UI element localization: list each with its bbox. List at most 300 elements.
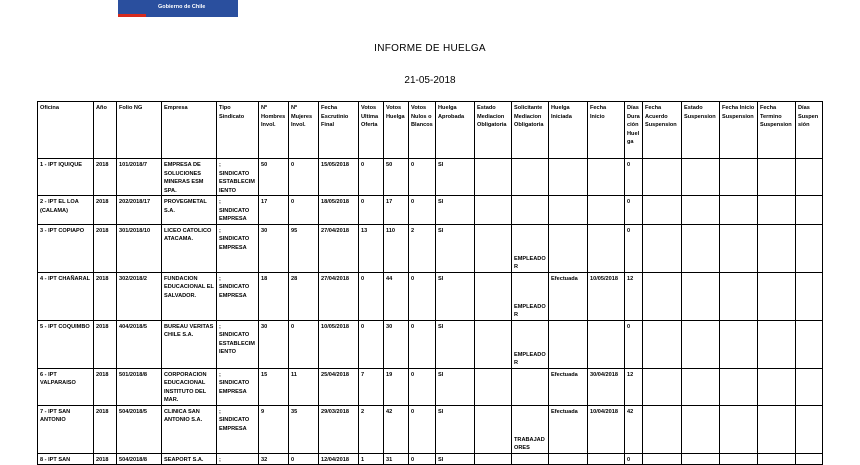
cell-value: 0 <box>361 275 365 282</box>
cell-value: 32 <box>261 456 268 463</box>
cell-value: ; SINDICATO ESTABLECIMIENTO <box>219 323 255 355</box>
cell-value: 2018 <box>96 456 109 463</box>
cell-dias <box>625 196 643 225</box>
cell-value: 301/2018/10 <box>119 227 151 234</box>
cell-iniciada <box>549 368 588 405</box>
column-header-aprobada: Huelga Aprobada <box>436 102 475 159</box>
cell-solicitante <box>512 272 549 320</box>
column-header-votos-huelga: Votos Huelga <box>384 102 409 159</box>
cell-oficina <box>38 453 94 465</box>
cell-termino-susp <box>758 159 796 196</box>
table-row <box>38 368 823 405</box>
cell-dias-susp <box>796 405 823 453</box>
cell-votos-oferta <box>359 196 384 225</box>
cell-votos-nulos <box>409 453 436 465</box>
cell-estado-susp <box>682 453 720 465</box>
cell-value: 2018 <box>96 199 109 205</box>
cell-value: 0 <box>291 162 295 168</box>
logo-text: Gobierno de Chile <box>158 4 206 10</box>
cell-value: CORPORACION EDUCACIONAL INSTITUTO DEL MAR. <box>164 371 207 403</box>
cell-fecha-acuerdo <box>643 405 682 453</box>
cell-spacer <box>514 227 546 255</box>
cell-value: EMPRESA DE SOLUCIONES MINERAS ESM SPA. <box>164 162 204 194</box>
cell-estado-med <box>475 224 512 272</box>
cell-value: 0 <box>411 162 415 168</box>
table-row <box>38 453 823 465</box>
cell-votos-huelga <box>384 453 409 465</box>
cell-value: SI <box>438 371 444 378</box>
cell-value: 12 <box>627 275 634 282</box>
cell-aprobada <box>436 453 475 465</box>
column-header-empresa: Empresa <box>162 102 217 159</box>
cell-value: 110 <box>386 227 396 234</box>
cell-hombres <box>259 368 289 405</box>
cell-oficina <box>38 224 94 272</box>
cell-value: 30 <box>261 227 268 234</box>
cell-fecha-inicio <box>588 405 625 453</box>
cell-dias <box>625 224 643 272</box>
cell-aprobada <box>436 368 475 405</box>
cell-value: 10/05/2018 <box>590 275 618 282</box>
cell-value: 31 <box>386 456 393 463</box>
cell-fecha-acuerdo <box>643 224 682 272</box>
cell-votos-huelga <box>384 224 409 272</box>
column-header-anio: Año <box>94 102 117 159</box>
cell-folio <box>117 368 162 405</box>
column-header-folio: Folio NG <box>117 102 162 159</box>
cell-value: SI <box>438 323 444 330</box>
cell-value: 0 <box>411 408 415 415</box>
cell-value: 19 <box>386 371 393 378</box>
cell-fecha-acuerdo <box>643 196 682 225</box>
cell-value: 50 <box>261 162 268 168</box>
cell-empresa <box>162 159 217 196</box>
cell-anio <box>94 196 117 225</box>
cell-fecha-escrutinio <box>319 453 359 465</box>
cell-value: EMPLEADOR <box>514 303 546 318</box>
cell-solicitante <box>512 159 549 196</box>
cell-fecha-inicio <box>588 320 625 368</box>
table-row <box>38 272 823 320</box>
cell-termino-susp <box>758 320 796 368</box>
cell-value: 0 <box>411 371 415 378</box>
cell-solicitante <box>512 224 549 272</box>
cell-anio <box>94 272 117 320</box>
cell-fecha-inicio <box>588 368 625 405</box>
cell-fecha-acuerdo <box>643 272 682 320</box>
cell-value: 27/04/2018 <box>321 227 349 234</box>
column-header-mujeres: Nº Mujeres Invol. <box>289 102 319 159</box>
cell-inicio-susp <box>720 453 758 465</box>
cell-votos-oferta <box>359 405 384 453</box>
column-header-votos-nulos: Votos Nulos o Blancos <box>409 102 436 159</box>
cell-spacer <box>514 408 546 436</box>
cell-value: 25/04/2018 <box>321 371 349 378</box>
cell-tipo <box>217 405 259 453</box>
cell-tipo <box>217 196 259 225</box>
cell-solicitante <box>512 405 549 453</box>
cell-hombres <box>259 224 289 272</box>
cell-tipo <box>217 224 259 272</box>
cell-value: SI <box>438 456 444 463</box>
gobierno-logo <box>118 0 238 17</box>
cell-value: 2 - IPT EL LOA (CALAMA) <box>40 199 79 214</box>
cell-votos-oferta <box>359 368 384 405</box>
cell-hombres <box>259 453 289 465</box>
cell-value: 2018 <box>96 371 109 378</box>
column-header-oficina: Oficina <box>38 102 94 159</box>
cell-value: 0 <box>411 275 415 282</box>
cell-value: 7 - IPT SAN ANTONIO <box>40 408 71 423</box>
cell-hombres <box>259 272 289 320</box>
cell-aprobada <box>436 159 475 196</box>
cell-value: 18/05/2018 <box>321 199 349 205</box>
table-row <box>38 159 823 196</box>
cell-dias <box>625 368 643 405</box>
cell-iniciada <box>549 159 588 196</box>
report-date: 21-05-2018 <box>404 75 456 86</box>
cell-anio <box>94 453 117 465</box>
cell-value: 0 <box>361 323 365 330</box>
cell-fecha-escrutinio <box>319 159 359 196</box>
cell-termino-susp <box>758 272 796 320</box>
cell-value: 0 <box>627 199 631 205</box>
cell-empresa <box>162 320 217 368</box>
cell-value: TRABAJADORES <box>514 436 545 451</box>
cell-dias-susp <box>796 453 823 465</box>
cell-votos-oferta <box>359 224 384 272</box>
cell-fecha-escrutinio <box>319 196 359 225</box>
cell-value: 0 <box>627 227 631 234</box>
cell-mujeres <box>289 272 319 320</box>
cell-dias <box>625 405 643 453</box>
cell-value: 4 - IPT CHAÑARAL <box>40 275 91 282</box>
cell-solicitante <box>512 368 549 405</box>
cell-oficina <box>38 159 94 196</box>
cell-inicio-susp <box>720 368 758 405</box>
cell-folio <box>117 453 162 465</box>
cell-iniciada <box>549 405 588 453</box>
cell-inicio-susp <box>720 224 758 272</box>
cell-solicitante <box>512 453 549 465</box>
cell-tipo <box>217 272 259 320</box>
cell-value: 35 <box>291 408 298 415</box>
cell-votos-huelga <box>384 405 409 453</box>
cell-aprobada <box>436 224 475 272</box>
cell-tipo <box>217 320 259 368</box>
cell-value: SI <box>438 199 444 205</box>
column-header-iniciada: Huelga Iniciada <box>549 102 588 159</box>
cell-value: 2018 <box>96 162 109 168</box>
cell-votos-nulos <box>409 196 436 225</box>
cell-value: 17 <box>261 199 268 205</box>
cell-mujeres <box>289 159 319 196</box>
cell-value: 15 <box>261 371 268 378</box>
cell-folio <box>117 224 162 272</box>
cell-estado-susp <box>682 368 720 405</box>
cell-aprobada <box>436 272 475 320</box>
cell-folio <box>117 159 162 196</box>
cell-value: 11 <box>291 371 297 378</box>
cell-value: 2018 <box>96 275 109 282</box>
cell-anio <box>94 320 117 368</box>
cell-fecha-inicio <box>588 453 625 465</box>
cell-estado-susp <box>682 320 720 368</box>
cell-value: 0 <box>627 456 631 463</box>
cell-value: 0 <box>411 199 415 205</box>
cell-value: 0 <box>411 323 415 330</box>
cell-value: 42 <box>627 408 634 415</box>
cell-dias <box>625 159 643 196</box>
cell-estado-med <box>475 272 512 320</box>
cell-mujeres <box>289 368 319 405</box>
cell-fecha-inicio <box>588 159 625 196</box>
cell-dias-susp <box>796 224 823 272</box>
cell-votos-nulos <box>409 272 436 320</box>
cell-votos-oferta <box>359 272 384 320</box>
cell-termino-susp <box>758 196 796 225</box>
cell-anio <box>94 368 117 405</box>
cell-value: Efectuada <box>551 371 578 378</box>
cell-value: 12/04/2018 <box>321 456 349 463</box>
cell-value: Efectuada <box>551 408 578 415</box>
cell-value: SI <box>438 408 444 415</box>
cell-empresa <box>162 405 217 453</box>
cell-termino-susp <box>758 405 796 453</box>
cell-estado-susp <box>682 224 720 272</box>
cell-value: 29/03/2018 <box>321 408 349 415</box>
cell-folio <box>117 320 162 368</box>
cell-value: SEAPORT S.A. <box>164 456 204 463</box>
cell-estado-med <box>475 196 512 225</box>
cell-anio <box>94 159 117 196</box>
cell-value: 6 - IPT VALPARAISO <box>40 371 76 386</box>
cell-votos-nulos <box>409 224 436 272</box>
cell-aprobada <box>436 196 475 225</box>
cell-value: 18 <box>261 275 268 282</box>
column-header-fecha-escrutinio: Fecha Escrutinio Final <box>319 102 359 159</box>
cell-value: 504/2018/8 <box>119 456 147 463</box>
cell-value: 101/2018/7 <box>119 162 147 168</box>
cell-value: ; SINDICATO EMPRESA <box>219 371 250 395</box>
cell-iniciada <box>549 320 588 368</box>
cell-estado-susp <box>682 405 720 453</box>
column-header-dias: Días Duración Huelga <box>625 102 643 159</box>
cell-spacer <box>514 323 546 351</box>
cell-value: EMPLEADOR <box>514 351 546 366</box>
cell-votos-oferta <box>359 453 384 465</box>
column-header-dias-susp: Días Suspensión <box>796 102 823 159</box>
cell-empresa <box>162 368 217 405</box>
cell-votos-oferta <box>359 320 384 368</box>
cell-votos-nulos <box>409 159 436 196</box>
cell-votos-nulos <box>409 368 436 405</box>
cell-value: 504/2018/5 <box>119 408 147 415</box>
cell-fecha-escrutinio <box>319 368 359 405</box>
cell-aprobada <box>436 405 475 453</box>
cell-estado-susp <box>682 196 720 225</box>
cell-estado-med <box>475 405 512 453</box>
cell-value: SI <box>438 162 444 168</box>
cell-estado-susp <box>682 159 720 196</box>
cell-votos-huelga <box>384 159 409 196</box>
column-header-estado-med: Estado Mediacion Obligatoria <box>475 102 512 159</box>
cell-value: 7 <box>361 371 365 378</box>
logo-flag-stripe <box>118 14 146 17</box>
cell-folio <box>117 405 162 453</box>
cell-empresa <box>162 272 217 320</box>
cell-value: SI <box>438 227 444 234</box>
cell-mujeres <box>289 196 319 225</box>
cell-fecha-inicio <box>588 196 625 225</box>
cell-inicio-susp <box>720 272 758 320</box>
column-header-termino-susp: Fecha Termino Suspension <box>758 102 796 159</box>
cell-spacer <box>514 275 546 303</box>
cell-estado-med <box>475 453 512 465</box>
cell-value: ; SINDICATO EMPRESA <box>219 199 250 222</box>
cell-value: ; <box>219 456 221 463</box>
table-row <box>38 405 823 453</box>
cell-mujeres <box>289 320 319 368</box>
cell-value: 30/04/2018 <box>590 371 618 378</box>
cell-fecha-acuerdo <box>643 159 682 196</box>
table-row <box>38 196 823 225</box>
cell-value: 5 - IPT COQUIMBO <box>40 323 90 330</box>
cell-value: 2 <box>411 227 415 234</box>
cell-inicio-susp <box>720 320 758 368</box>
cell-votos-nulos <box>409 405 436 453</box>
column-header-hombres: Nº Hombres Invol. <box>259 102 289 159</box>
cell-tipo <box>217 368 259 405</box>
cell-estado-med <box>475 368 512 405</box>
cell-value: 501/2018/8 <box>119 371 147 378</box>
column-header-solicitante: Solicitante Mediacion Obligatoria <box>512 102 549 159</box>
cell-value: 9 <box>261 408 265 415</box>
cell-value: SI <box>438 275 444 282</box>
table-row <box>38 320 823 368</box>
cell-hombres <box>259 320 289 368</box>
cell-value: 50 <box>386 162 393 168</box>
cell-empresa <box>162 224 217 272</box>
cell-value: 202/2018/17 <box>119 199 151 205</box>
table-row <box>38 224 823 272</box>
cell-hombres <box>259 405 289 453</box>
cell-value: 27/04/2018 <box>321 275 349 282</box>
cell-oficina <box>38 405 94 453</box>
cell-value: 30 <box>261 323 268 330</box>
cell-value: EMPLEADOR <box>514 255 546 270</box>
column-header-estado-susp: Estado Suspension <box>682 102 720 159</box>
cell-value: 2018 <box>96 323 109 330</box>
cell-oficina <box>38 320 94 368</box>
cell-value: 10/05/2018 <box>321 323 349 330</box>
cell-iniciada <box>549 453 588 465</box>
cell-fecha-inicio <box>588 272 625 320</box>
cell-value: 28 <box>291 275 298 282</box>
cell-mujeres <box>289 453 319 465</box>
column-header-inicio-susp: Fecha Inicio Suspension <box>720 102 758 159</box>
cell-iniciada <box>549 196 588 225</box>
cell-votos-huelga <box>384 320 409 368</box>
cell-value: 3 - IPT COPIAPO <box>40 227 85 234</box>
column-header-votos-oferta: Votos Ultima Oferta <box>359 102 384 159</box>
cell-aprobada <box>436 320 475 368</box>
cell-value: 2018 <box>96 227 109 234</box>
cell-value: 1 - IPT IQUIQUE <box>40 162 82 168</box>
cell-estado-med <box>475 159 512 196</box>
cell-dias-susp <box>796 368 823 405</box>
cell-value: FUNDACION EDUCACIONAL EL SALVADOR. <box>164 275 214 299</box>
cell-dias <box>625 453 643 465</box>
cell-votos-nulos <box>409 320 436 368</box>
cell-termino-susp <box>758 224 796 272</box>
cell-fecha-escrutinio <box>319 320 359 368</box>
cell-value: 44 <box>386 275 393 282</box>
cell-value: LICEO CATOLICO ATACAMA. <box>164 227 212 242</box>
cell-oficina <box>38 368 94 405</box>
cell-value: CLINICA SAN ANTONIO S.A. <box>164 408 203 423</box>
cell-value: 15/05/2018 <box>321 162 349 168</box>
cell-inicio-susp <box>720 159 758 196</box>
cell-anio <box>94 405 117 453</box>
cell-mujeres <box>289 405 319 453</box>
cell-empresa <box>162 196 217 225</box>
cell-anio <box>94 224 117 272</box>
cell-estado-susp <box>682 272 720 320</box>
cell-solicitante <box>512 320 549 368</box>
cell-value: ; SINDICATO EMPRESA <box>219 227 250 251</box>
cell-solicitante <box>512 196 549 225</box>
cell-tipo <box>217 159 259 196</box>
cell-oficina <box>38 272 94 320</box>
table-header-row <box>38 102 823 159</box>
cell-value: 30 <box>386 323 393 330</box>
cell-termino-susp <box>758 453 796 465</box>
cell-value: 12 <box>627 371 634 378</box>
cell-votos-oferta <box>359 159 384 196</box>
cell-value: 13 <box>361 227 368 234</box>
cell-dias-susp <box>796 320 823 368</box>
cell-iniciada <box>549 272 588 320</box>
cell-estado-med <box>475 320 512 368</box>
column-header-tipo: Tipo Sindicato <box>217 102 259 159</box>
column-header-fecha-inicio: Fecha Inicio <box>588 102 625 159</box>
cell-hombres <box>259 196 289 225</box>
cell-dias-susp <box>796 196 823 225</box>
cell-value: 42 <box>386 408 393 415</box>
cell-value: 0 <box>411 456 415 463</box>
cell-fecha-acuerdo <box>643 320 682 368</box>
cell-value: ; SINDICATO EMPRESA <box>219 275 250 299</box>
cell-oficina <box>38 196 94 225</box>
cell-value: Efectuada <box>551 275 578 282</box>
cell-value: 8 - IPT SAN <box>40 456 71 463</box>
cell-iniciada <box>549 224 588 272</box>
cell-inicio-susp <box>720 405 758 453</box>
cell-fecha-escrutinio <box>319 224 359 272</box>
cell-tipo <box>217 453 259 465</box>
cell-fecha-escrutinio <box>319 272 359 320</box>
report-title: INFORME DE HUELGA <box>374 43 486 54</box>
cell-value: 17 <box>386 199 393 205</box>
cell-value: 0 <box>361 162 365 168</box>
cell-value: ; SINDICATO EMPRESA <box>219 408 250 432</box>
cell-value: 0 <box>361 199 365 205</box>
cell-value: ; SINDICATO ESTABLECIMIENTO <box>219 162 255 194</box>
cell-mujeres <box>289 224 319 272</box>
cell-value: 0 <box>627 323 631 330</box>
cell-dias <box>625 320 643 368</box>
